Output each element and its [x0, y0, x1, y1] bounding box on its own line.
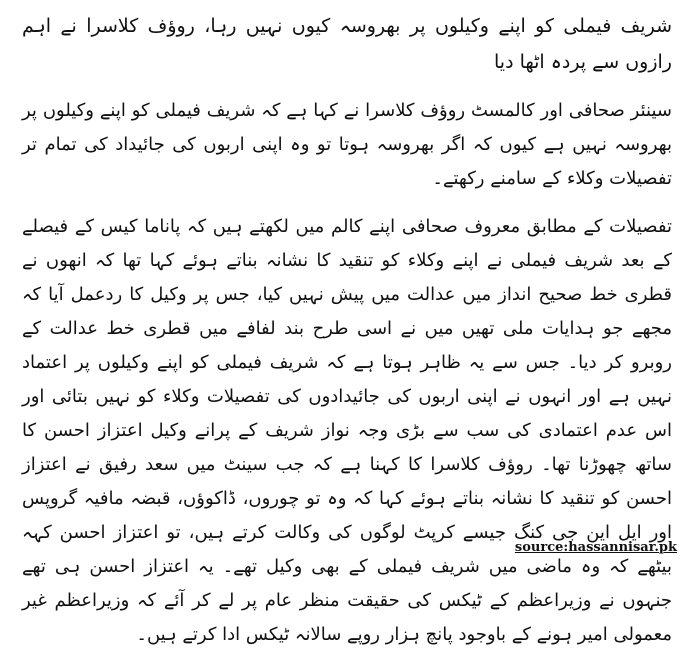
article-headline: شریف فیملی کو اپنے وکیلوں پر بھروسہ کیوں نہیں رہا، روؤف کلاسرا نے اہم رازوں سے پردہ اٹھا دیا	[22, 15, 672, 73]
body-paragraph: تفصیلات کے مطابق معروف صحافی اپنے کالم میں لکھتے ہیں کہ پاناما کیس کے فیصلے کے بعد شریف فیملی نے اپنے وکلاء کو تنقید کا نشانہ بناتے ہوئے کہا تھا کہ انھوں نے قطری خط صحیح انداز میں عدالت میں پیش نہیں کیا، جس پر وکیل کا ردعمل آیا کہ مجھے جو ہدایات ملی تھیں میں نے اسی طرح بند لفافے میں قطری خط عدالت کے روبرو کر دیا۔ جس سے یہ ظاہر ہوتا ہے کہ شریف فیملی کو اپنے وکیلوں پر اعتماد نہیں ہے اور انہوں نے اپنی اربوں کی جائیدادوں کی تفصیلات وکلاء کو نہیں بتائی اور اس عدم اعتمادی کی سب سے بڑی وجہ نواز شریف کے پرانے وکیل اعتزاز احسن کا ساتھ چھوڑنا تھا۔ روؤف کلاسرا کا کہنا ہے کہ جب سینٹ میں سعد رفیق نے اعتزاز احسن کو تنقید کا نشانہ بناتے ہوئے کہا کہ وہ تو چوروں، ڈاکوؤں، قبضہ مافیہ گروپس اور ایل این جی کنگ جیسے کرپٹ لوگوں کی وکالت کرتے ہیں، تو اعتزاز احسن کہہ بیٹھے کہ وہ ماضی میں شریف فیملی کے بھی وکیل تھے۔ یہ اعتزاز احسن ہی تھے جنہوں نے وزیراعظم کے ٹیکس کی حقیقت منظر عام پر لے کر آئے کہ وزیراعظم غیر معمولی امیر ہونے کے باوجود پانچ ہزار روپے سالانہ ٹیکس ادا کرتے ہیں۔	[22, 216, 672, 645]
source-credit: source:hassannisar.pk	[514, 540, 677, 555]
article-content	[22, 8, 672, 666]
intro-paragraph: سینئر صحافی اور کالمسٹ روؤف کلاسرا نے کہا ہے کہ شریف فیملی کو اپنے وکیلوں پر بھروسہ نہیں ہے کیوں کہ اگر بھروسہ ہوتا تو وہ اپنی اربوں کی جائیداد کی تمام تر تفصیلات وکلاء کے سامنے رکھتے۔	[22, 100, 672, 189]
